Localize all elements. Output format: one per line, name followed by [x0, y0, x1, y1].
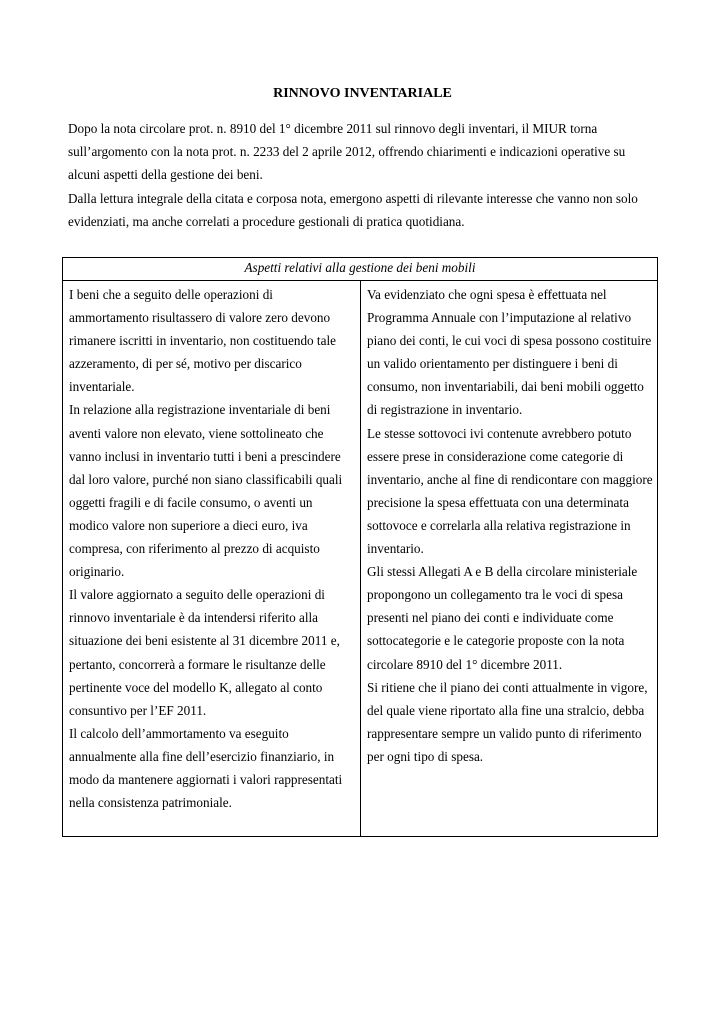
- cell-paragraph: In relazione alla registrazione inventariale di beni aventi valore non elevato, viene sottolineato che vanno inclusi in inventario tutti i beni a prescindere dal loro valore, purché non siano classificabili quali oggetti fragili e di facile consumo, o aventi un modico valore non superiore a dieci euro, iva compresa, con riferimento al prezzo di acquisto originario.: [69, 402, 343, 580]
- cell-paragraph: Il calcolo dell’ammortamento va eseguito annualmente alla fine dell’esercizio finanziario, in modo da mantenere aggiornati i valori rappresentati nella consistenza patrimoniale.: [69, 725, 343, 811]
- intro-paragraph: Dopo la nota circolare prot. n. 8910 del 1° dicembre 2011 sul rinnovo degli inventari, il MIUR torna sull’argomento con la nota prot. n. 2233 del 2 aprile 2012, offrendo chiarimenti e indicazioni operative su alcuni aspetti della gestione dei beni.: [68, 121, 626, 183]
- table-header: Aspetti relativi alla gestione dei beni mobili: [63, 258, 657, 281]
- table-cell-right: [367, 283, 657, 768]
- column-divider: [360, 281, 361, 836]
- cell-paragraph: I beni che a seguito delle operazioni di ammortamento risultassero di valore zero devono rimanere iscritti in inventario, non costituendo tale azzeramento, di per sé, motivo per discarico inventariale.: [69, 287, 336, 395]
- cell-paragraph: Il valore aggiornato a seguito delle operazioni di rinnovo inventariale è da intendersi riferito alla situazione dei beni esistente al 31 dicembre 2011 e, pertanto, concorrerà a formare le risultanze delle pertinente voce del modello K, allegato al conto consuntivo per l’EF 2011.: [69, 587, 340, 718]
- content-table: [62, 257, 658, 837]
- cell-paragraph: Va evidenziato che ogni spesa è effettuata nel Programma Annuale con l’imputazione al relativo piano dei conti, le cui voci di spesa possono costituire un valido orientamento per distinguere i beni di consumo, non inventariabili, dai beni mobili oggetto di registrazione in inventario.: [367, 287, 652, 418]
- cell-paragraph: Le stesse sottovoci ivi contenute avrebbero potuto essere prese in considerazione come categorie di inventario, anche al fine di rendicontare con maggiore precisione la spesa effettuata con una determinata sottovoce e correlarla alla relativa registrazione in inventario.: [367, 425, 653, 557]
- intro-text: [68, 117, 658, 233]
- cell-paragraph: Si ritiene che il piano dei conti attualmente in vigore, del quale viene riportato alla fine una stralcio, debba rappresentare sempre un valido punto di riferimento per ogni tipo di spesa.: [367, 679, 648, 764]
- intro-paragraph: Dalla lettura integrale della citata e corposa nota, emergono aspetti di rilevante interesse che vanno non solo evidenziati, ma anche correlati a procedure gestionali di pratica quotidiana.: [68, 190, 638, 229]
- page-title: RINNOVO INVENTARIALE: [273, 86, 452, 101]
- cell-paragraph: Gli stessi Allegati A e B della circolare ministeriale propongono un collegamento tra le voci di spesa presenti nel piano dei conti e individuate come sottocategorie e le categorie proposte con la nota circolare 8910 del 1° dicembre 2011.: [367, 564, 638, 672]
- table-cell-left: [69, 283, 355, 814]
